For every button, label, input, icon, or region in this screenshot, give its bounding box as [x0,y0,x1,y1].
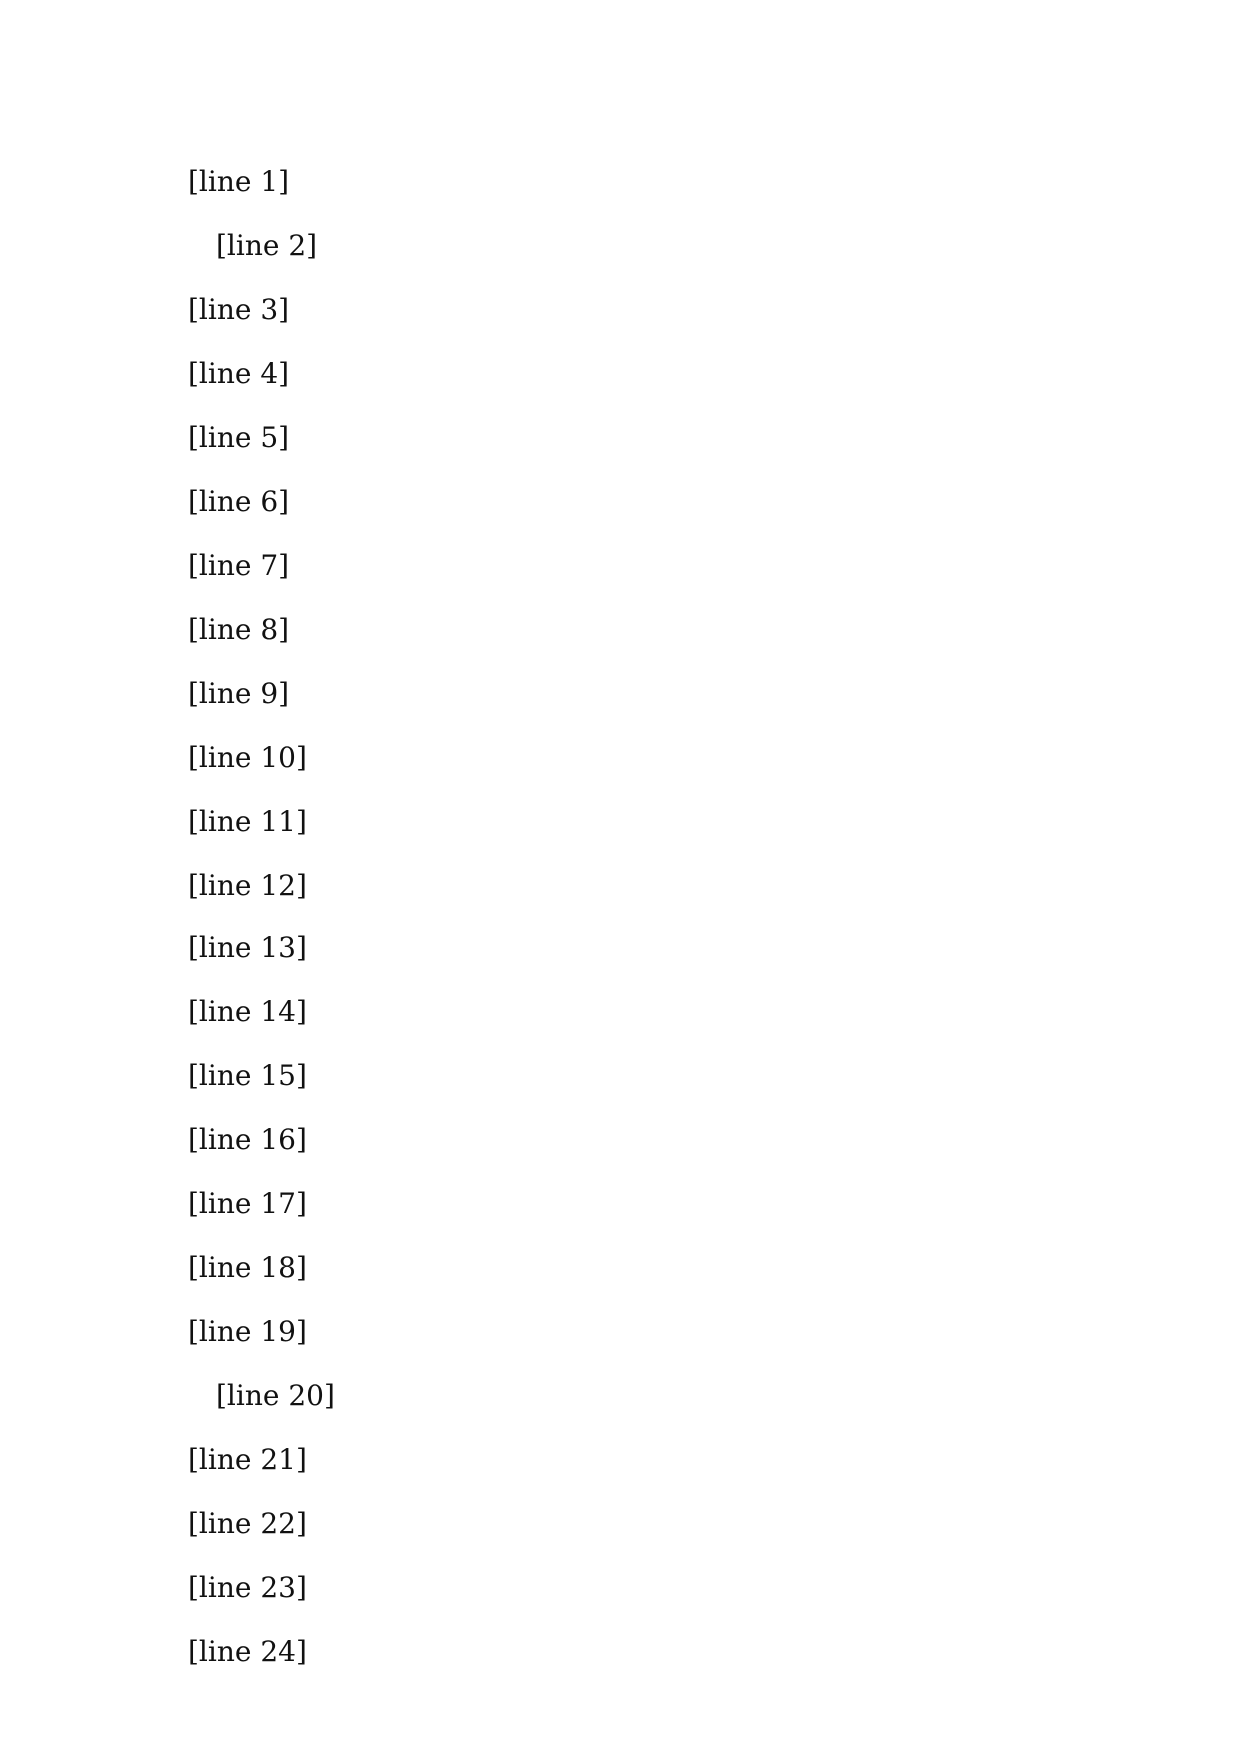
text-line: [line 20] [216,1379,335,1412]
text-line: [line 14] [188,995,307,1028]
text-line: [line 4] [188,357,290,390]
text-line: [line 3] [188,293,290,326]
text-line: [line 17] [188,1187,307,1220]
text-line: [line 21] [188,1443,307,1476]
text-line: [line 7] [188,549,290,582]
text-line: [line 6] [188,485,290,518]
text-line: [line 9] [188,677,290,710]
text-line: [line 2] [216,229,318,262]
text-line: [line 19] [188,1315,307,1348]
text-line: [line 22] [188,1507,307,1540]
text-line: [line 11] [188,805,307,838]
text-line: [line 10] [188,741,307,774]
text-line: [line 5] [188,421,290,454]
text-line: [line 18] [188,1251,307,1284]
text-line: [line 15] [188,1059,307,1092]
text-line: [line 8] [188,613,290,646]
text-line: [line 23] [188,1571,307,1604]
text-line: [line 13] [188,931,307,964]
text-line: [line 16] [188,1123,307,1156]
text-line: [line 1] [188,165,290,198]
text-line: [line 12] [188,869,307,902]
text-line: [line 24] [188,1635,307,1668]
